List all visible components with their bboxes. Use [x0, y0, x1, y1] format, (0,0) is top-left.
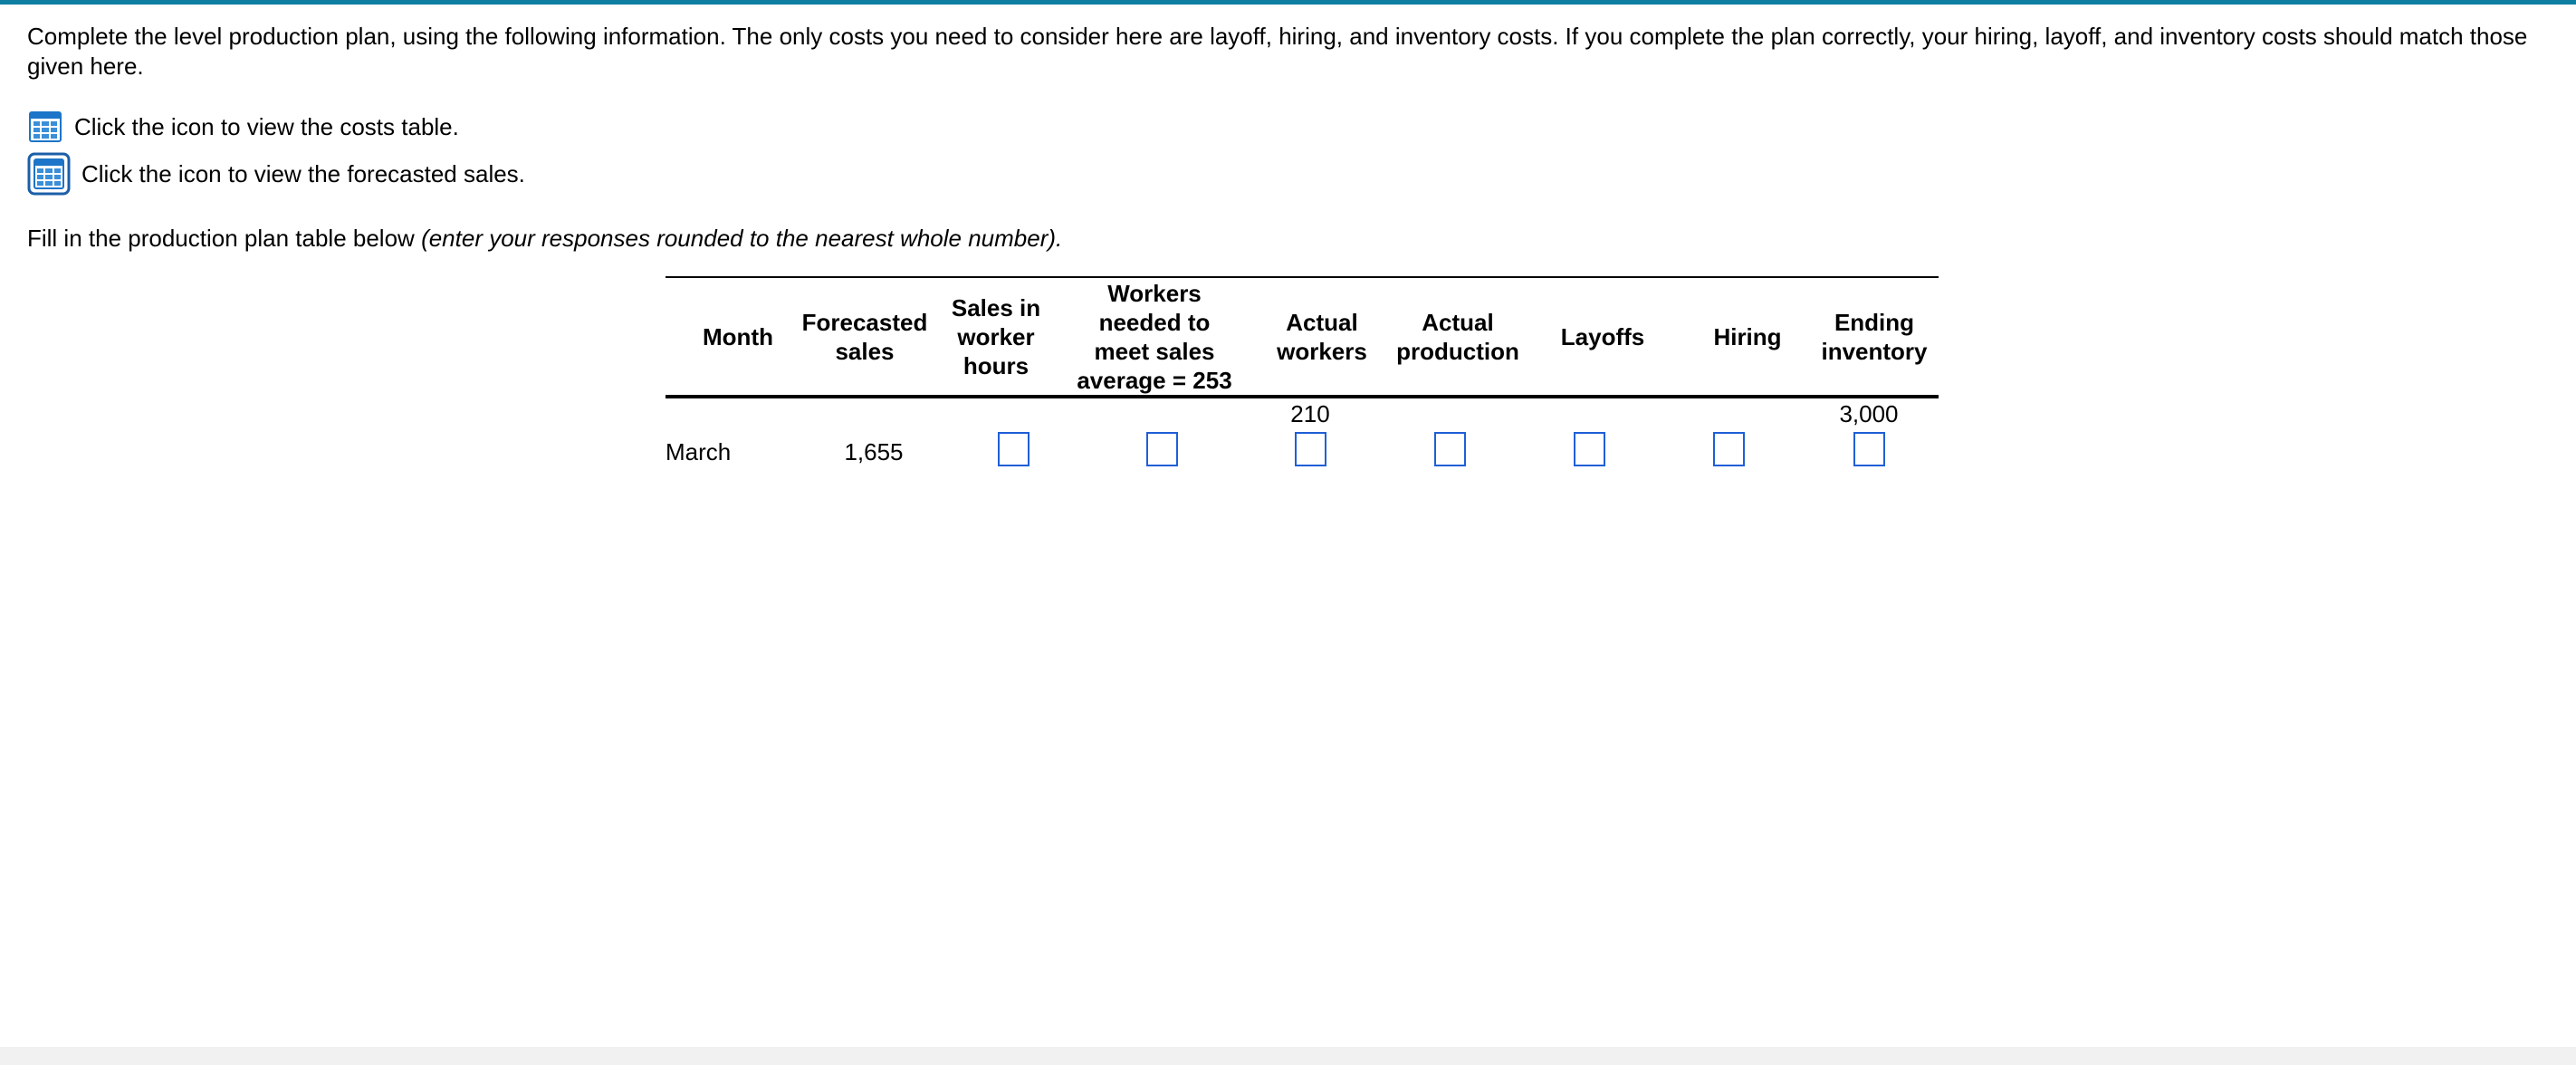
header-line: sales — [835, 337, 895, 365]
forecasted-sales-link[interactable] — [27, 152, 525, 196]
header-line: hours — [962, 351, 1029, 379]
table-grid-icon[interactable] — [27, 152, 71, 196]
workers-needed-input[interactable] — [1146, 432, 1178, 466]
table-grid-icon[interactable] — [27, 109, 63, 145]
header-line: average = 253 — [1077, 366, 1232, 394]
header-line: Layoffs — [1560, 322, 1645, 350]
header-ending-inventory — [1806, 278, 1942, 395]
production-plan-table — [666, 276, 1939, 485]
fill-instructions-note: (enter your responses rounded to the nearest whole number). — [421, 225, 1063, 252]
header-line: workers — [1277, 337, 1367, 365]
footer-bar — [0, 1047, 2576, 1065]
header-sales-worker-hours — [937, 278, 1055, 395]
header-line: Forecasted — [801, 308, 928, 336]
header-line: Month — [703, 322, 773, 350]
header-line: needed to — [1098, 308, 1211, 336]
header-line: worker — [957, 322, 1035, 350]
header-line: inventory — [1821, 337, 1928, 365]
table-header-rule — [666, 395, 1939, 398]
header-forecasted-sales — [801, 278, 928, 395]
header-line: production — [1396, 337, 1519, 365]
row-forecasted-sales: 1,655 — [844, 438, 904, 465]
initial-actual-workers: 210 — [1290, 400, 1330, 427]
header-line: Workers — [1107, 279, 1202, 307]
header-actual-production — [1390, 278, 1526, 395]
forecasted-sales-link-text[interactable]: Click the icon to view the forecasted sales. — [81, 159, 525, 187]
fill-instructions — [27, 223, 1062, 254]
actual-workers-input[interactable] — [1295, 432, 1326, 466]
layoffs-input[interactable] — [1574, 432, 1605, 466]
sales-worker-hours-input[interactable] — [998, 432, 1029, 466]
header-layoffs — [1535, 278, 1671, 395]
row-month: March — [666, 438, 732, 465]
actual-production-input[interactable] — [1434, 432, 1466, 466]
header-hiring — [1680, 278, 1815, 395]
header-line: meet sales — [1094, 337, 1215, 365]
ending-inventory-input[interactable] — [1853, 432, 1885, 466]
header-line: Sales in — [951, 293, 1041, 321]
costs-table-link[interactable] — [27, 105, 459, 149]
top-accent-bar — [0, 0, 2576, 5]
initial-ending-inventory: 3,000 — [1839, 400, 1899, 427]
header-actual-workers — [1254, 278, 1390, 395]
costs-table-link-text[interactable]: Click the icon to view the costs table. — [74, 112, 459, 140]
fill-instructions-lead: Fill in the production plan table below — [27, 225, 415, 252]
header-month — [684, 278, 792, 395]
instructions-text: Complete the level production plan, using the following information. The only costs you need to consider here are layoff, hiring, and inventory costs. If you complete the plan correctly, your hiring, layoff, and inventory costs should match those given here. — [27, 23, 2528, 80]
hiring-input[interactable] — [1713, 432, 1745, 466]
header-line: Hiring — [1713, 322, 1782, 350]
header-line: Ending — [1834, 308, 1915, 336]
header-line: Actual — [1286, 308, 1358, 336]
header-workers-needed — [1064, 278, 1245, 395]
header-line: Actual — [1422, 308, 1494, 336]
